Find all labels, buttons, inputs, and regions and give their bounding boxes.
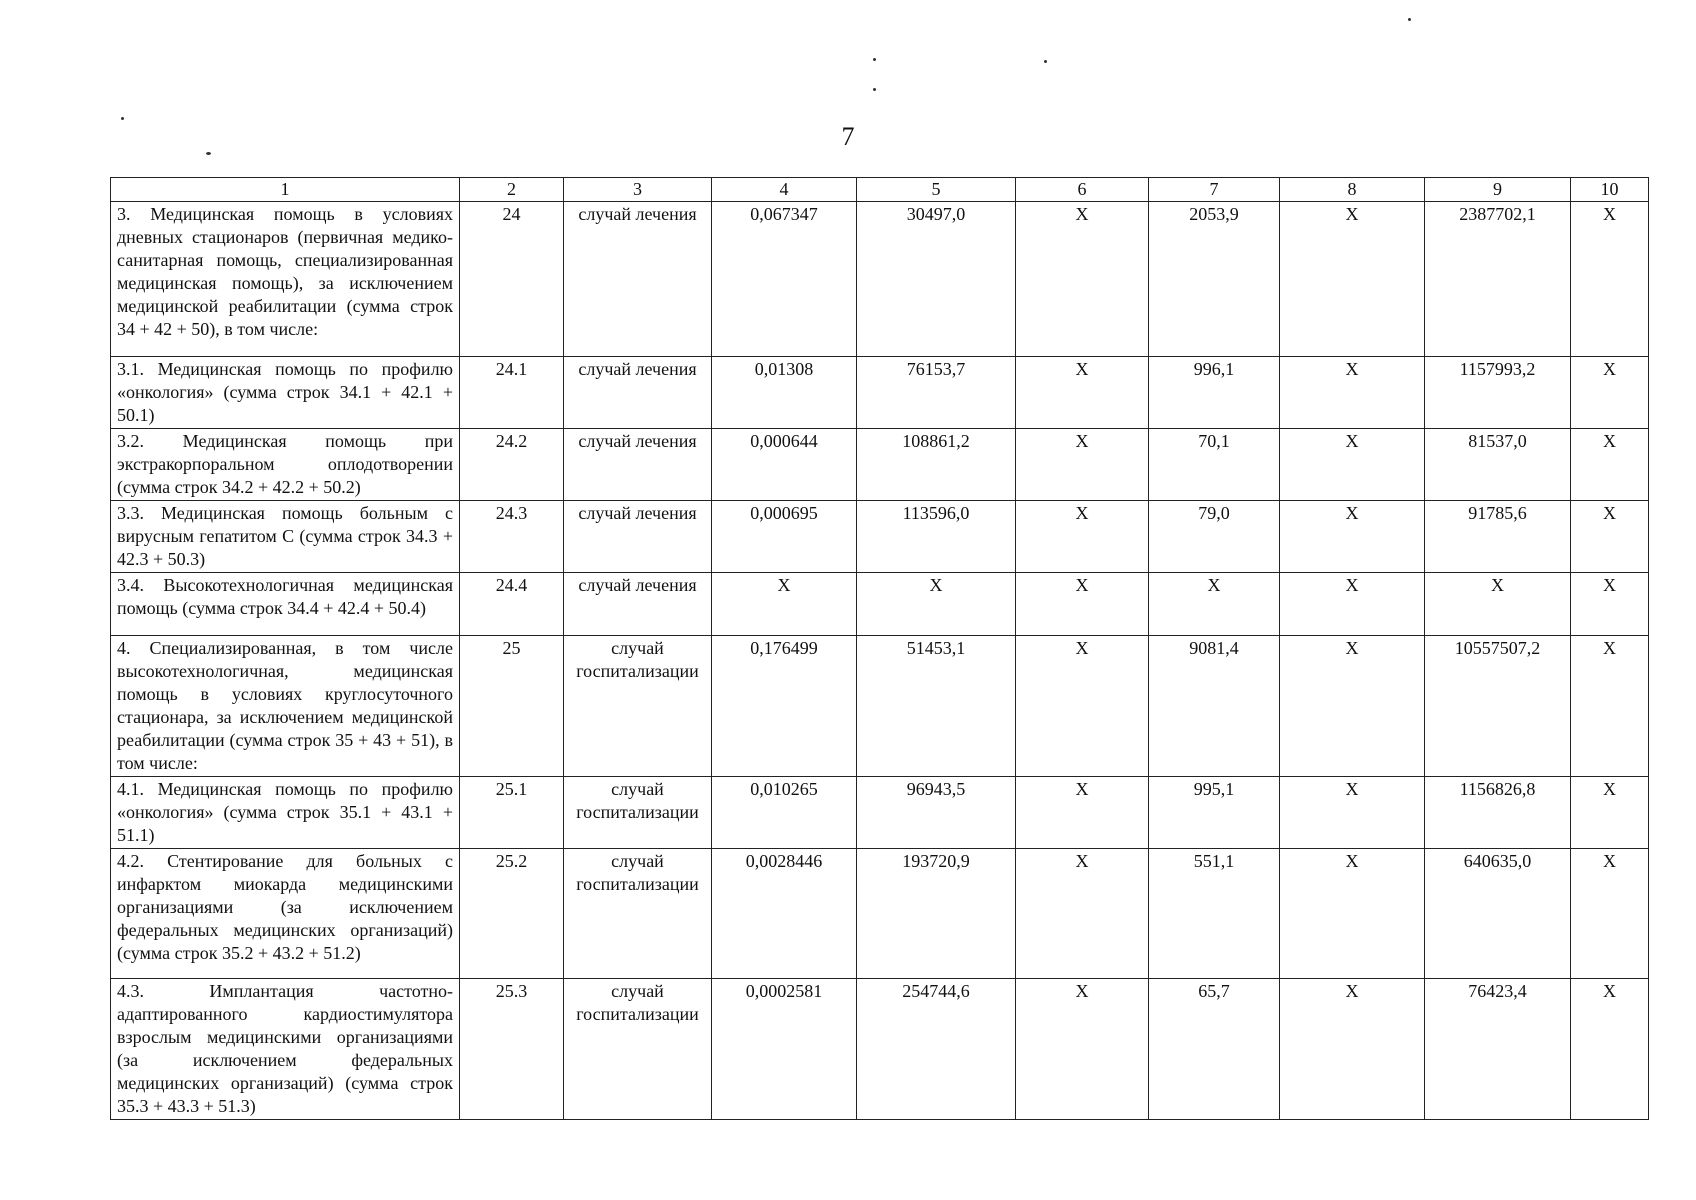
cell-col-10: X bbox=[1571, 357, 1649, 429]
column-header: 9 bbox=[1425, 178, 1571, 202]
cell-col-6: X bbox=[1016, 849, 1149, 979]
cell-col-10: X bbox=[1571, 979, 1649, 1120]
cell-col-6: X bbox=[1016, 429, 1149, 501]
table-row bbox=[111, 777, 1649, 849]
row-code: 25.3 bbox=[460, 979, 564, 1120]
column-header: 8 bbox=[1280, 178, 1425, 202]
cell-col-6: X bbox=[1016, 979, 1149, 1120]
cell-col-8: X bbox=[1280, 573, 1425, 636]
cell-col-4: 0,067347 bbox=[712, 202, 857, 357]
cell-col-4: 0,000644 bbox=[712, 429, 857, 501]
cell-col-10: X bbox=[1571, 636, 1649, 777]
cell-col-10: X bbox=[1571, 849, 1649, 979]
table-row bbox=[111, 979, 1649, 1120]
cell-col-9: 2387702,1 bbox=[1425, 202, 1571, 357]
table-header-row bbox=[111, 178, 1649, 202]
cell-col-7: 2053,9 bbox=[1149, 202, 1280, 357]
table-row bbox=[111, 357, 1649, 429]
cell-col-9: 10557507,2 bbox=[1425, 636, 1571, 777]
row-unit: случай госпитализации bbox=[564, 849, 712, 979]
scan-speck bbox=[1408, 18, 1411, 21]
cell-col-4: 0,0002581 bbox=[712, 979, 857, 1120]
column-header: 10 bbox=[1571, 178, 1649, 202]
scan-speck bbox=[873, 58, 876, 61]
scan-speck bbox=[1044, 60, 1047, 63]
cell-col-7: 996,1 bbox=[1149, 357, 1280, 429]
cell-col-8: X bbox=[1280, 777, 1425, 849]
cell-col-5: 30497,0 bbox=[857, 202, 1016, 357]
row-description: 4.2. Стентирование для больных с инфарктом миокарда медицинскими организациями (за исключением федеральных медицинских организаций) (сумма строк 35.2 + 43.2 + 51.2) bbox=[111, 849, 460, 979]
cell-col-6: X bbox=[1016, 501, 1149, 573]
cell-col-5: 108861,2 bbox=[857, 429, 1016, 501]
row-unit: случай госпитализации bbox=[564, 636, 712, 777]
cell-col-8: X bbox=[1280, 979, 1425, 1120]
scan-speck bbox=[206, 152, 211, 155]
cell-col-5: 193720,9 bbox=[857, 849, 1016, 979]
cell-col-8: X bbox=[1280, 501, 1425, 573]
column-header: 1 bbox=[111, 178, 460, 202]
data-table bbox=[110, 177, 1649, 1120]
row-code: 24.2 bbox=[460, 429, 564, 501]
cell-col-7: 70,1 bbox=[1149, 429, 1280, 501]
cell-col-8: X bbox=[1280, 202, 1425, 357]
scan-speck bbox=[121, 117, 124, 120]
cell-col-7: 9081,4 bbox=[1149, 636, 1280, 777]
row-description: 4.1. Медицинская помощь по профилю «онкология» (сумма строк 35.1 + 43.1 + 51.1) bbox=[111, 777, 460, 849]
column-header: 2 bbox=[460, 178, 564, 202]
row-description: 4. Специализированная, в том числе высокотехнологичная, медицинская помощь в условиях круглосуточного стационара, за исключением медицинской реабилитации (сумма строк 35 + 43 + 51), в том числе: bbox=[111, 636, 460, 777]
cell-col-4: 0,000695 bbox=[712, 501, 857, 573]
row-code: 25.1 bbox=[460, 777, 564, 849]
cell-col-5: 254744,6 bbox=[857, 979, 1016, 1120]
cell-col-9: 81537,0 bbox=[1425, 429, 1571, 501]
row-code: 24.1 bbox=[460, 357, 564, 429]
row-unit: случай госпитализации bbox=[564, 777, 712, 849]
cell-col-7: 65,7 bbox=[1149, 979, 1280, 1120]
cell-col-4: 0,010265 bbox=[712, 777, 857, 849]
row-unit: случай лечения bbox=[564, 429, 712, 501]
cell-col-10: X bbox=[1571, 501, 1649, 573]
cell-col-10: X bbox=[1571, 429, 1649, 501]
table-row bbox=[111, 501, 1649, 573]
cell-col-8: X bbox=[1280, 357, 1425, 429]
cell-col-6: X bbox=[1016, 636, 1149, 777]
table-row bbox=[111, 849, 1649, 979]
cell-col-4: 0,0028446 bbox=[712, 849, 857, 979]
row-description: 3.4. Высокотехнологичная медицинская помощь (сумма строк 34.4 + 42.4 + 50.4) bbox=[111, 573, 460, 636]
table-row bbox=[111, 202, 1649, 357]
cell-col-7: 551,1 bbox=[1149, 849, 1280, 979]
cell-col-9: 1157993,2 bbox=[1425, 357, 1571, 429]
cell-col-7: 995,1 bbox=[1149, 777, 1280, 849]
row-code: 24.3 bbox=[460, 501, 564, 573]
cell-col-10: X bbox=[1571, 573, 1649, 636]
cell-col-8: X bbox=[1280, 849, 1425, 979]
table-row bbox=[111, 573, 1649, 636]
cell-col-8: X bbox=[1280, 636, 1425, 777]
column-header: 7 bbox=[1149, 178, 1280, 202]
row-unit: случай лечения bbox=[564, 501, 712, 573]
cell-col-7: 79,0 bbox=[1149, 501, 1280, 573]
cell-col-10: X bbox=[1571, 202, 1649, 357]
row-code: 24.4 bbox=[460, 573, 564, 636]
cell-col-5: 76153,7 bbox=[857, 357, 1016, 429]
cell-col-10: X bbox=[1571, 777, 1649, 849]
row-code: 25 bbox=[460, 636, 564, 777]
row-description: 4.3. Имплантация частотно-адаптированного кардиостимулятора взрослым медицинскими организациями (за исключением федеральных медицинских организаций) (сумма строк 35.3 + 43.3 + 51.3) bbox=[111, 979, 460, 1120]
cell-col-9: 1156826,8 bbox=[1425, 777, 1571, 849]
column-header: 4 bbox=[712, 178, 857, 202]
cell-col-7: X bbox=[1149, 573, 1280, 636]
cell-col-9: X bbox=[1425, 573, 1571, 636]
scan-speck bbox=[873, 88, 876, 91]
cell-col-4: X bbox=[712, 573, 857, 636]
cell-col-9: 76423,4 bbox=[1425, 979, 1571, 1120]
row-description: 3.2. Медицинская помощь при экстракорпоральном оплодотворении (сумма строк 34.2 + 42.2 + 50.2) bbox=[111, 429, 460, 501]
cell-col-6: X bbox=[1016, 202, 1149, 357]
row-unit: случай лечения bbox=[564, 202, 712, 357]
row-code: 25.2 bbox=[460, 849, 564, 979]
page-number: 7 bbox=[841, 122, 855, 151]
row-code: 24 bbox=[460, 202, 564, 357]
column-header: 6 bbox=[1016, 178, 1149, 202]
column-header: 5 bbox=[857, 178, 1016, 202]
cell-col-6: X bbox=[1016, 357, 1149, 429]
cell-col-9: 640635,0 bbox=[1425, 849, 1571, 979]
row-unit: случай лечения bbox=[564, 573, 712, 636]
table-row bbox=[111, 636, 1649, 777]
cell-col-4: 0,176499 bbox=[712, 636, 857, 777]
row-unit: случай госпитализации bbox=[564, 979, 712, 1120]
cell-col-8: X bbox=[1280, 429, 1425, 501]
row-description: 3.1. Медицинская помощь по профилю «онкология» (сумма строк 34.1 + 42.1 + 50.1) bbox=[111, 357, 460, 429]
table-row bbox=[111, 429, 1649, 501]
column-header: 3 bbox=[564, 178, 712, 202]
row-description: 3.3. Медицинская помощь больным с вирусным гепатитом С (сумма строк 34.3 + 42.3 + 50.3) bbox=[111, 501, 460, 573]
cell-col-6: X bbox=[1016, 573, 1149, 636]
cell-col-5: 96943,5 bbox=[857, 777, 1016, 849]
cell-col-5: X bbox=[857, 573, 1016, 636]
cell-col-9: 91785,6 bbox=[1425, 501, 1571, 573]
cell-col-4: 0,01308 bbox=[712, 357, 857, 429]
cell-col-5: 51453,1 bbox=[857, 636, 1016, 777]
cell-col-5: 113596,0 bbox=[857, 501, 1016, 573]
cell-col-6: X bbox=[1016, 777, 1149, 849]
row-unit: случай лечения bbox=[564, 357, 712, 429]
row-description: 3. Медицинская помощь в условиях дневных стационаров (первичная медико-санитарная помощь, специализированная медицинская помощь), за исключением медицинской реабилитации (сумма строк 34 + 42 + 50), в том числе: bbox=[111, 202, 460, 357]
